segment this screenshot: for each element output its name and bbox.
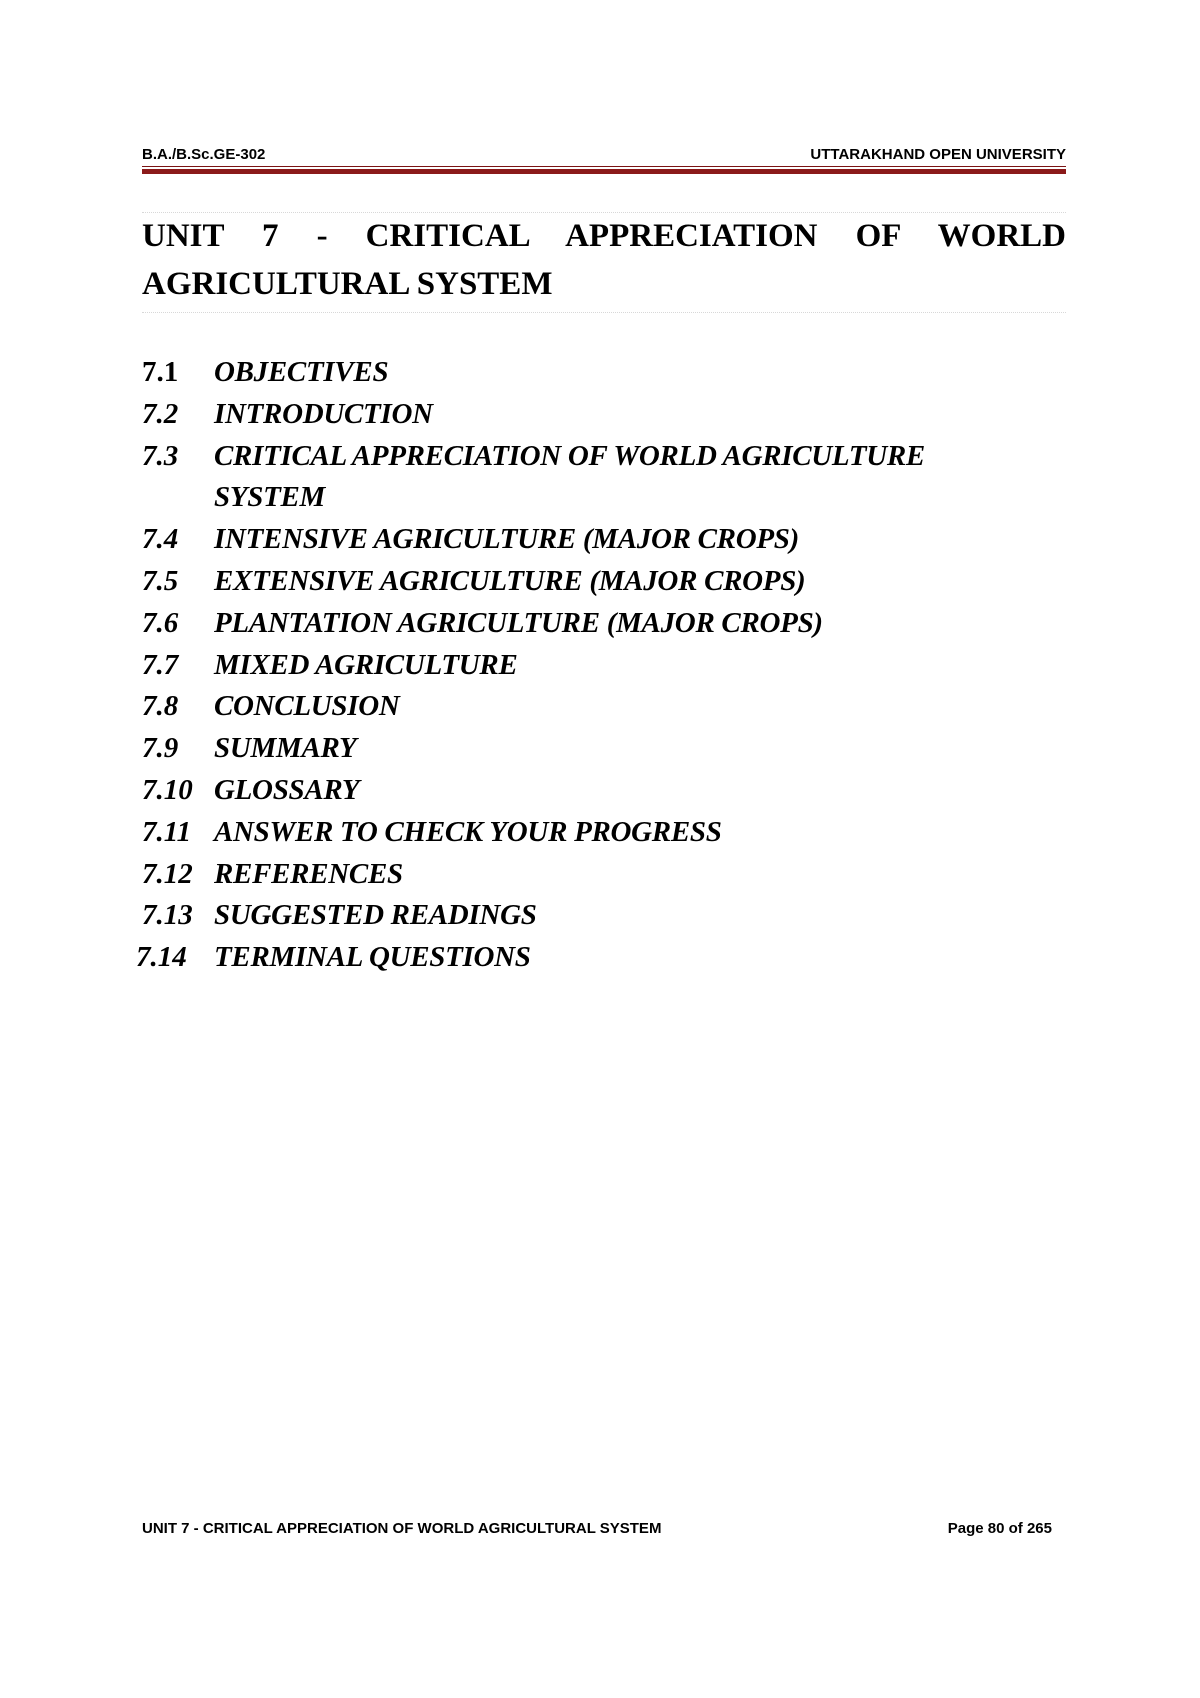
toc-item-label: PLANTATION AGRICULTURE (MAJOR CROPS) xyxy=(214,606,823,639)
toc-item xyxy=(136,812,1036,854)
toc-item xyxy=(136,603,1036,645)
toc-item xyxy=(136,728,1036,770)
toc-item-number: 7.2 xyxy=(142,397,179,430)
toc-item-label: SUGGESTED READINGS xyxy=(214,899,537,932)
title-divider-bottom xyxy=(142,312,1066,313)
toc-item xyxy=(136,770,1036,812)
toc-item xyxy=(136,854,1036,896)
toc-item-label: SUMMARY xyxy=(214,732,357,765)
toc-item xyxy=(136,436,1036,520)
page-number: Page 80 of 265 xyxy=(947,1520,1052,1537)
toc-item-number: 7.12 xyxy=(142,857,193,890)
toc-item-number: 7.1 xyxy=(142,356,179,388)
toc-item-label: OBJECTIVES xyxy=(214,356,389,388)
university-name: UTTARAKHAND OPEN UNIVERSITY xyxy=(810,146,1066,163)
toc-item xyxy=(136,686,1036,728)
toc-item xyxy=(136,352,1036,394)
toc-item-label: INTENSIVE AGRICULTURE (MAJOR CROPS) xyxy=(214,523,799,556)
course-code: B.A./B.Sc.GE-302 xyxy=(142,146,266,163)
unit-title: UNIT 7 - CRITICAL APPRECIATION OF WORLD AGRICULTURAL SYSTEM xyxy=(142,218,1066,302)
toc-item-label: CONCLUSION xyxy=(214,690,400,723)
toc-item-number: 7.6 xyxy=(142,606,179,639)
toc-item-label: TERMINAL QUESTIONS xyxy=(214,941,531,974)
toc-item xyxy=(136,561,1036,603)
page-header xyxy=(142,146,1066,166)
toc-item-label: ANSWER TO CHECK YOUR PROGRESS xyxy=(214,815,722,848)
toc-item-label: EXTENSIVE AGRICULTURE (MAJOR CROPS) xyxy=(214,564,806,597)
toc-item-number: 7.3 xyxy=(142,439,179,472)
toc-item-label: INTRODUCTION xyxy=(214,397,433,430)
toc-item-number: 7.5 xyxy=(142,564,179,597)
toc-item-number: 7.9 xyxy=(142,732,179,765)
toc-item-label: GLOSSARY xyxy=(214,773,360,806)
toc-item-number: 7.11 xyxy=(142,815,192,848)
toc-item-number: 7.10 xyxy=(142,773,193,806)
toc-item-number: 7.8 xyxy=(142,690,179,723)
toc-item xyxy=(136,937,1036,979)
toc-item xyxy=(136,394,1036,436)
footer-unit-title: UNIT 7 - CRITICAL APPRECIATION OF WORLD AGRICULTURAL SYSTEM xyxy=(142,1520,662,1537)
toc-item xyxy=(136,895,1036,937)
toc-item-label: MIXED AGRICULTURE xyxy=(214,648,518,681)
toc-item-number: 7.13 xyxy=(142,899,193,932)
header-rule-thin xyxy=(142,166,1066,167)
toc-item-label: REFERENCES xyxy=(214,857,403,890)
toc-item-number: 7.14 xyxy=(136,941,187,974)
table-of-contents xyxy=(136,352,1036,979)
toc-item-number: 7.7 xyxy=(142,648,179,681)
toc-item xyxy=(136,645,1036,687)
toc-item xyxy=(136,519,1036,561)
toc-item-label: CRITICAL APPRECIATION OF WORLD AGRICULTURE SYSTEM xyxy=(214,439,925,514)
header-rule-thick xyxy=(142,169,1066,174)
toc-item-number: 7.4 xyxy=(142,523,179,556)
